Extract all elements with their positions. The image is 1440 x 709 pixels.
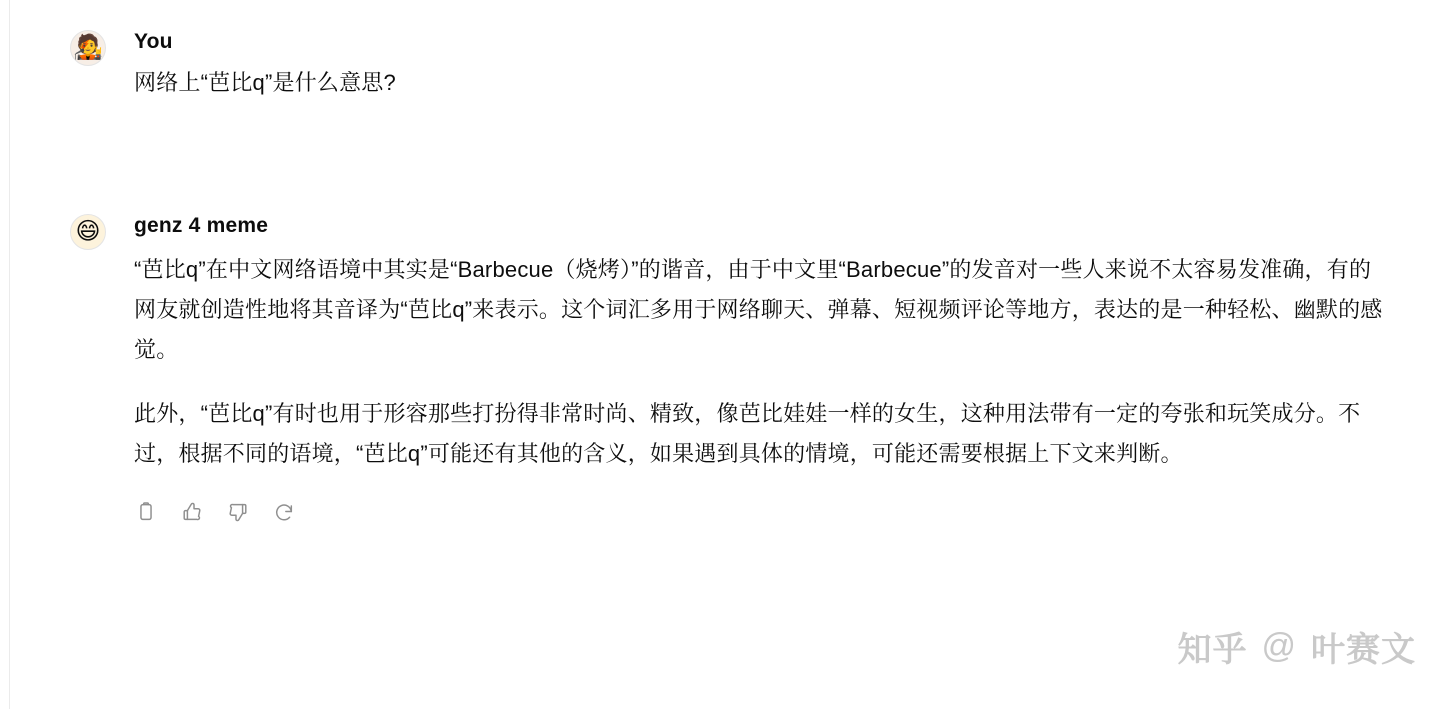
user-avatar-icon [70, 30, 106, 66]
watermark-separator: @ [1261, 627, 1297, 665]
message-author-name: You [134, 30, 173, 53]
message-assistant [70, 212, 1410, 524]
message-action-bar [134, 500, 1410, 524]
watermark [1177, 622, 1416, 671]
refresh-icon[interactable] [272, 500, 296, 524]
assistant-paragraph-1: “芭比q”在中文网络语境中其实是“Barbecue（烧烤）”的谐音，由于中文里“Barbecue”的发音对一些人来说不太容易发准确，有的网友就创造性地将其音译为“芭比q”来表示。这个词汇多用于网络聊天、弹幕、短视频评论等地方，表达的是一种轻松、幽默的感觉。 [134, 257, 1383, 362]
user-avatar-glyph: 🧑‍🎤 [73, 34, 103, 61]
message-user-text: 网络上“芭比q”是什么意思? [134, 70, 396, 95]
bot-avatar-icon [70, 214, 106, 250]
message-user [70, 28, 1410, 100]
assistant-name: genz 4 meme [134, 214, 269, 237]
watermark-user: 叶赛文 [1311, 631, 1416, 669]
message-assistant-body [134, 212, 1410, 524]
copy-icon[interactable] [134, 500, 158, 524]
assistant-paragraph-2: 此外，“芭比q”有时也用于形容那些打扮得非常时尚、精致，像芭比娃娃一样的女生，这种用法带有一定的夸张和玩笑成分。不过，根据不同的语境，“芭比q”可能还有其他的含义，如果遇到具体的情境，可能还需要根据上下文来判断。 [134, 401, 1361, 466]
message-user-body [134, 28, 1410, 100]
bot-avatar-glyph: 😄 [75, 218, 101, 245]
left-gutter [0, 0, 10, 709]
thumbs-up-icon[interactable] [180, 500, 204, 524]
watermark-site: 知乎 [1177, 631, 1248, 669]
thumbs-down-icon[interactable] [226, 500, 250, 524]
conversation-thread [70, 0, 1410, 524]
